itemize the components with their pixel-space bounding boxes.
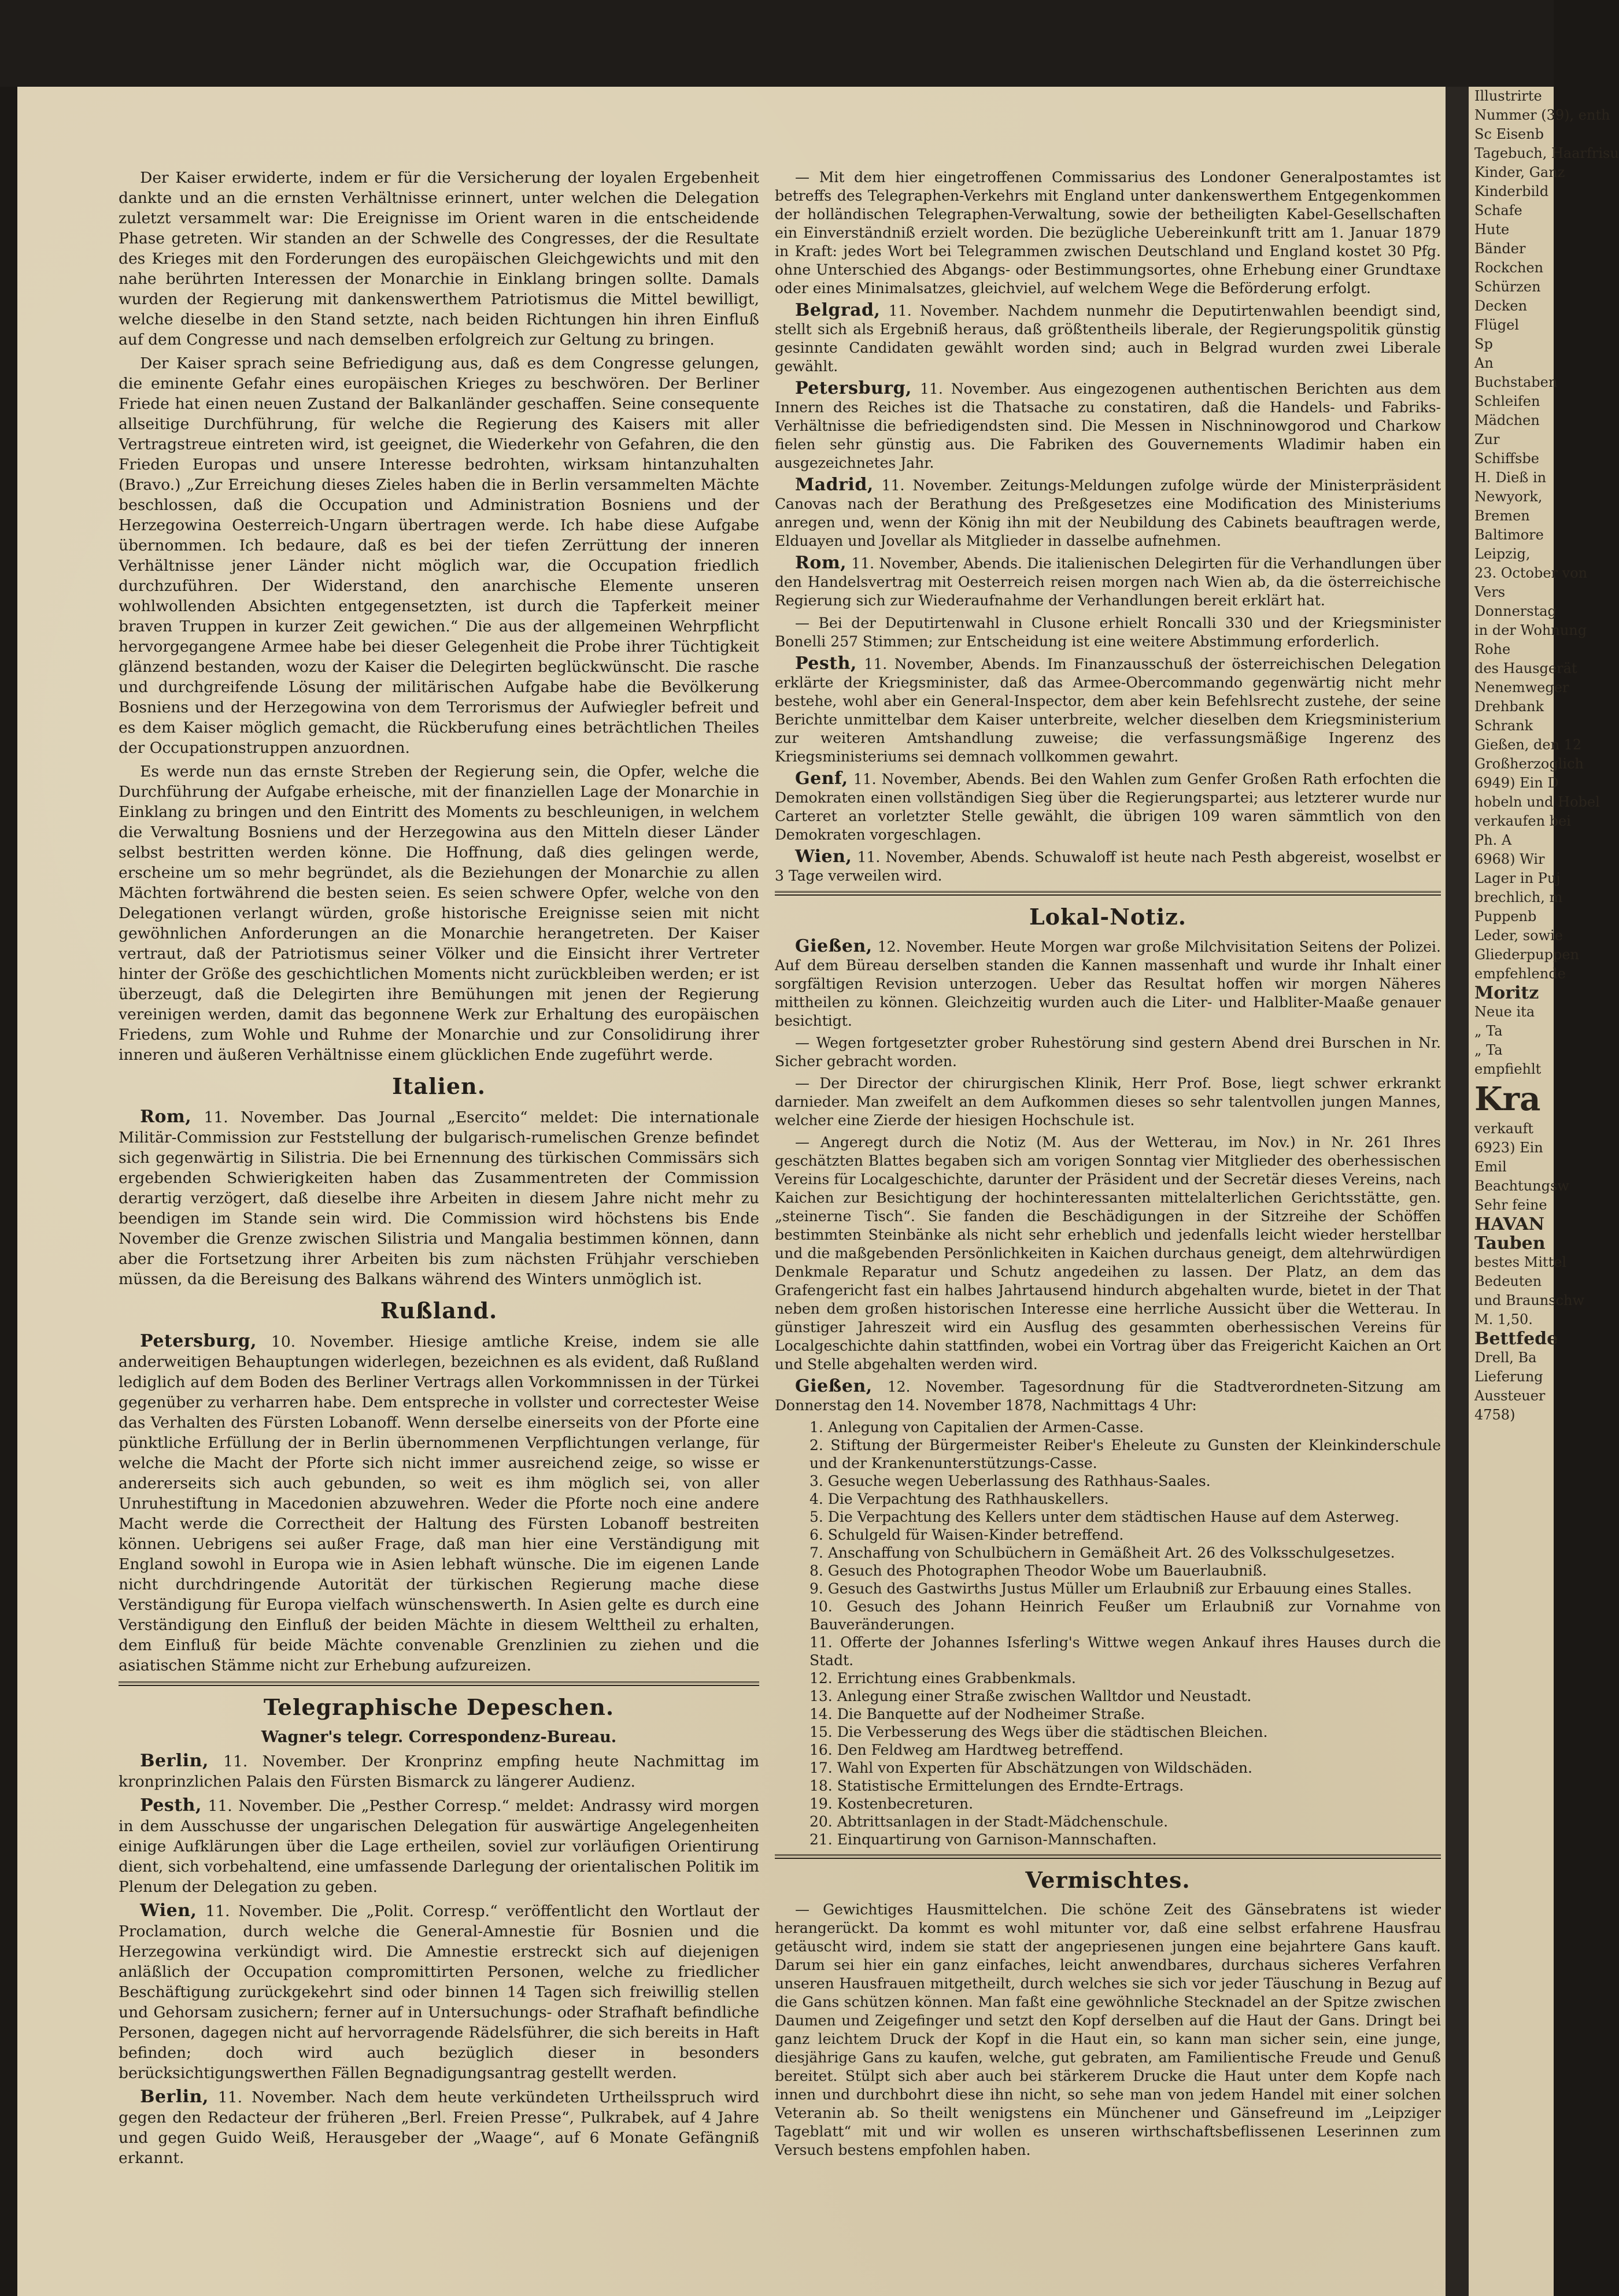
adjacent-page-text: Neue ita (1474, 1004, 1535, 1020)
adjacent-page-text: empfiehlt (1474, 1061, 1542, 1077)
dispatch-dateline: Rom, (140, 1107, 192, 1127)
dispatch-text: 11. November. Die „Pesther Corresp.“ meldet: Andrassy wird morgen in dem Ausschusse der ungarischen Delegation für auswärtige Angelegenheiten einige Aufklärungen über die Lage ertheilen, soviel zur vorläufigen Orientirung dient, sich vorbehaltend, eine umfassende Darlegung der orientalischen Politik im Plenum der Delegation zu geben. (119, 1797, 759, 1896)
dispatch-text: 11. November. Zeitungs-Meldungen zufolge würde der Ministerpräsident Canovas nach der Berathung des Preßgesetzes eine Modification des Ministeriums anregen und, wenn der König ihn mit der Neubildung des Cabinets beauftragen werde, Elduayen und Jovellar als Mitglieder in dasselbe aufnehmen. (775, 477, 1441, 549)
adjacent-page-text: des Hausgerät (1474, 660, 1577, 676)
dispatch-item (119, 1901, 759, 2083)
local-note-text: 12. November. Heute Morgen war große Milchvisitation Seitens der Polizei. Auf dem Büreau derselben standen die Kannen massenhaft und wurde ihr Inhalt einer sorgfältigen Revision unterzogen. Ueber das Resultat hoffen wir morgen Näheres mittheilen zu können. Gleichzeitig wurden auch die Liter- und Halbliter-Maaße genauer besichtigt. (775, 938, 1441, 1029)
agenda-item: 17. Wahl von Experten für Abschätzungen von Wildschäden. (810, 1759, 1252, 1776)
adjacent-page-fragment (1469, 87, 1619, 2296)
agenda-item: 15. Die Verbesserung des Wegs über die städtischen Bleichen. (810, 1724, 1268, 1740)
dispatch-item (119, 2087, 759, 2168)
article-paragraph: Es werde nun das ernste Streben der Regierung sein, die Opfer, welche die Durchführung der Aufgabe erheische, mit der finanziellen Lage der Monarchie in Einklang zu bringen und den Eintritt des Moments zu beschleunigen, in welchem die Verwaltung Bosniens und der Herzegowina aus den Mitteln dieser Länder selbst bestritten werden könne. Die Hoffnung, daß dies gelingen werde, erscheine um so mehr begründet, als die Beziehungen der Monarchie zu allen Mächten fortwährend die besten seien. Es seien schwere Opfer, welche von den Delegationen verlangt würden, große historische Ereignisse seien mit nicht gewöhnlichen Anforderungen an die Monarchie herangetreten. Der Kaiser vertraut, daß der Patriotismus seiner Völker und die Einsicht ihrer Vertreter hinter der Größe des geschichtlichen Moments nicht zurückbleiben werden; er ist überzeugt, daß die Delegirten ihre Bemühungen mit jenen der Regierung vereinigen werden, damit das begonnene Werk zur Erhaltung des europäischen Friedens, zum Wohle und Ruhme der Monarchie und zur Consolidirung ihrer inneren und äußeren Verhältnisse einem glücklichen Ende zugeführt werde. (119, 763, 759, 1064)
left-column (119, 168, 759, 2172)
agenda-item: 19. Kostenbecreturen. (810, 1795, 974, 1812)
dispatch-text: 11. November, Abends. Bei den Wahlen zum Genfer Großen Rath erfochten die Demokraten einen vollständigen Sieg über die Regierungspartei; aus letzterer wurde nur Carteret an vorletzter Stelle gewählt, die übrigen 109 waren sämmtlich von den Demokraten vorgeschlagen. (775, 771, 1441, 843)
dispatch-petersburg (119, 1331, 759, 1676)
dispatch-item (775, 168, 1441, 298)
adjacent-page-text: M. 1,50. (1474, 1311, 1533, 1328)
dispatch-item (119, 1795, 759, 1897)
adjacent-page-text: in der Wohnung (1474, 622, 1587, 638)
adjacent-page-text: Schiffsbe (1474, 450, 1539, 467)
local-note-text: — Der Director der chirurgischen Klinik, Herr Prof. Bose, liegt schwer erkrankt darnieder. Man zweifelt an dem Aufkommen dieses so sehr talentvollen jungen Mannes, welcher eine Zierde der hiesigen Hochschule ist. (775, 1075, 1441, 1129)
dispatch-item (775, 379, 1441, 472)
article-paragraph: Der Kaiser sprach seine Befriedigung aus, daß es dem Congresse gelungen, die eminente Gefahr eines europäischen Krieges zu beschwören. Der Berliner Friede hat einen neuen Zustand der Balkanländer geschaffen. Seine consequente allseitige Durchführung, für welche die Regierung des Kaisers mit aller Vertragstreue eintreten wird, ist geeignet, die Wiederkehr von Gefahren, die den Frieden Europas und unsere Interesse bedrohten, wirksam hintanzuhalten (Bravo.) „Zur Erreichung dieses Zieles haben die in Berlin versammelten Mächte beschlossen, daß die Occupation und Administration Bosniens und der Herzegowina Oesterreich-Ungarn übertragen werde. Ich habe diese Aufgabe übernommen. Ich bedaure, daß es bei der tiefen Zerrüttung der inneren Verhältnisse jener Länder nicht möglich war, die Occupation friedlich durchzuführen. Der Widerstand, den anarchische Elemente unseren wohlwollenden Absichten entgegensetzten, ist durch die Tapferkeit meiner braven Truppen in kurzer Zeit gewichen.“ Die aus der allgemeinen Wehrpflicht hervorgegangene Armee habe bei dieser Gelegenheit die Probe ihrer Tüchtigkeit glänzend bestanden, wozu der Kaiser die Delegirten beglückwünscht. Die rasche und durchgreifende Lösung der militärischen Aufgabe habe die Bevölkerung Bosniens und der Herzegowina von dem Terrorismus der Aufwiegler befreit und es dem Kaiser möglich gemacht, die Rückberufung eines beträchtlichen Theiles der Occupationstruppen anzuordnen. (119, 354, 759, 757)
dispatch-text: 11. November. Das Journal „Esercito“ meldet: Die internationale Militär-Commission zur Feststellung der bulgarisch-rumelischen Grenze befindet sich gegenwärtig in Silistria. Die bei Ernennung des türkischen Commissärs sich ergebenden Schwierigkeiten haben das Zusammentreten der Commission derartig verzögert, daß dieselbe ihre Arbeiten in diesem Jahre nicht mehr zu beendigen im Stande sein wird. Die Commission wird höchstens bis Ende November die Grenze zwischen Silistria und Mangalia bestimmen können, dann aber die Fortsetzung ihrer Arbeiten bis zum nächsten Frühjahr verschieben müssen, da die Bereisung des Balkans während des Winters unmöglich ist. (119, 1108, 759, 1288)
adjacent-page-text: Lager in Puj (1474, 870, 1561, 886)
adjacent-page-text: verkaufen bei (1474, 813, 1571, 829)
adjacent-page-text: Puppenb (1474, 908, 1537, 925)
adjacent-page-text: 23. October von (1474, 565, 1588, 581)
dispatch-item (775, 476, 1441, 550)
section-divider (119, 1681, 759, 1686)
dispatch-dateline: Petersburg, (140, 1331, 257, 1351)
adjacent-page-text: An (1474, 355, 1494, 371)
adjacent-page-text: empfehlende (1474, 966, 1566, 982)
dispatch-dateline: Berlin, (140, 2087, 209, 2107)
dispatch-text: — Bei der Deputirtenwahl in Clusone erhielt Roncalli 330 und der Kriegsminister Bonelli 257 Stimmen; zur Entscheidung ist eine weitere Abstimmung erforderlich. (775, 615, 1441, 650)
adjacent-page-text: Schrank (1474, 718, 1533, 734)
adjacent-page-text: Tagebuch, Haarfrisu (1474, 145, 1619, 161)
dispatch-item (119, 1751, 759, 1792)
adjacent-page-text: Leipzig, (1474, 546, 1531, 562)
local-note (775, 1074, 1441, 1130)
dispatch-text: 11. November. Der Kronprinz empfing heute Nachmittag im kronprinzlichen Palais den Fürsten Bismarck zu längerer Audienz. (119, 1752, 759, 1791)
dispatch-text: 11. November, Abends. Die italienischen Delegirten für die Verhandlungen über den Handelsvertrag mit Oesterreich reisen morgen nach Wien ab, da die österreichische Regierung sich zur Wiederaufnahme der Verhandlungen bereit erklärt hat. (775, 555, 1441, 609)
adjacent-page-text: Vers (1474, 584, 1506, 600)
dispatch-item (775, 613, 1441, 651)
adjacent-page-text: Kinderbild (1474, 183, 1549, 199)
dispatch-rom (119, 1107, 759, 1289)
adjacent-page-text: Drell, Ba (1474, 1349, 1537, 1366)
dispatch-dateline: Wien, (795, 846, 852, 867)
local-note-text: — Angeregt durch die Notiz (M. Aus der Wetterau, im Nov.) in Nr. 261 Ihres geschätzten Blattes begaben sich am vorigen Sonntag vier Mitglieder des oberhessischen Vereins für Localgeschichte, darunter der Präsident und der Secretär dieses Vereins, nach Kaichen zur Besichtigung der hochinteressanten mittelalterlichen Gerichtsstätte, gen. „steinerne Tisch“. Sie fanden die Beschädigungen in der Sitzreihe der Schöffen bestimmten Steinbänke als nicht sehr erheblich und jedenfalls leicht wieder herstellbar und die maßgebenden Persönlichkeiten in Kaichen durchaus geneigt, dem altehrwürdigen Denkmale Reparatur und Schutz angedeihen zu lassen. Der Platz, an dem das Grafengericht fast ein halbes Jahrtausend hindurch abgehalten wurde, bietet in der That neben dem großen historischen Interesse eine herrliche Aussicht über die Wetterau. In günstiger Jahreszeit wird ein Ausflug des gesammten oberhessischen Vereins für Localgeschichte dahin stattfinden, wobei ein Vortrag über das Freigericht Kaichen an Ort und Stelle abgehalten werden wird. (775, 1134, 1441, 1373)
dispatch-dateline: Berlin, (140, 1751, 209, 1771)
agenda-item: 13. Anlegung einer Straße zwischen Walltdor und Neustadt. (810, 1688, 1252, 1705)
adjacent-page-text: hobeln und Hobel (1474, 794, 1600, 810)
dispatch-text: 11. November. Die „Polit. Corresp.“ veröffentlicht den Wortlaut der Proclamation, durch welche die General-Amnestie für Bosnien und die Herzegowina verkündigt wird. Die Amnestie erstreckt sich auf diejenigen anläßlich der Occupation compromittirten Personen, welche zu friedlicher Beschäftigung zurückgekehrt sind oder binnen 14 Tagen sich freiwillig stellen und Gehorsam zusichern; ferner auf in Untersuchungs- oder Strafhaft befindliche Personen, dagegen nicht auf hervorragende Rädelsführer, die sich bereits in Haft befinden; doch wird auch bezüglich dieser in besonders berücksichtigungswerthen Fällen Begnadigungsantrag gestellt werden. (119, 1902, 759, 2082)
agenda-item: 9. Gesuch des Gastwirths Justus Müller um Erlaubniß zur Erbauung eines Stalles. (810, 1580, 1412, 1597)
agenda-item: 2. Stiftung der Bürgermeister Reiber's Eheleute zu Gunsten der Kleinkinderschule und der Krankenunterstützungs-Casse. (810, 1437, 1441, 1471)
agenda-item: 3. Gesuche wegen Ueberlassung des Rathhaus-Saales. (810, 1473, 1211, 1489)
dispatch-dateline: Gießen, (795, 1376, 873, 1396)
adjacent-page-text: 6923) Ein (1474, 1140, 1543, 1156)
dispatch-dateline: Belgrad, (795, 300, 881, 320)
adjacent-page-text: Schürzen (1474, 279, 1541, 295)
section-heading-vermischtes: Vermischtes. (1025, 1867, 1191, 1893)
adjacent-page-text: 6968) Wir (1474, 851, 1545, 867)
adjacent-page-text: Sp (1474, 336, 1493, 352)
agenda-item: 12. Errichtung eines Grabbenkmals. (810, 1670, 1076, 1687)
agenda-item: 1. Anlegung von Capitalien der Armen-Casse. (810, 1419, 1144, 1436)
adjacent-page-text: Nenemweger (1474, 679, 1569, 696)
agenda-item: 7. Anschaffung von Schulbüchern in Gemäßheit Art. 26 des Volksschulgesetzes. (810, 1544, 1395, 1561)
dispatch-text: 11. November, Abends. Schuwaloff ist heute nach Pesth abgereist, woselbst er 3 Tage verweilen wird. (775, 849, 1441, 884)
agenda-item: 16. Den Feldweg am Hardtweg betreffend. (810, 1742, 1124, 1758)
section-heading-lokal: Lokal-Notiz. (1029, 904, 1187, 930)
adjacent-page-text: Sc Eisenb (1474, 126, 1544, 142)
adjacent-page-text: Bedeuten (1474, 1273, 1542, 1289)
adjacent-page-text: Flügel (1474, 317, 1520, 333)
dispatch-dateline: Genf, (795, 768, 848, 789)
adjacent-page-text: brechlich, m (1474, 889, 1563, 905)
section-divider (775, 1854, 1441, 1859)
adjacent-page-text: Kinder, Ganz (1474, 164, 1565, 180)
adjacent-page-text: Donnerstag (1474, 603, 1557, 619)
agenda-item: 10. Gesuch des Johann Heinrich Feußer um Erlaubniß zur Vornahme von Bauveränderungen. (810, 1598, 1441, 1633)
binding-gutter (1446, 87, 1469, 2296)
adjacent-page-text: Buchstaben (1474, 374, 1558, 390)
adjacent-page-text: Rockchen (1474, 260, 1544, 276)
agenda-item: 8. Gesuch des Photographen Theodor Wobe um Bauerlaubniß. (810, 1562, 1267, 1579)
adjacent-page-text: Nummer (39), enth (1474, 107, 1610, 123)
adjacent-page-text: 6949) Ein D (1474, 775, 1559, 791)
adjacent-page-text: Baltimore (1474, 527, 1544, 543)
adjacent-page-text: Schafe (1474, 202, 1522, 219)
adjacent-page-text: Leder, sowie (1474, 927, 1563, 944)
dispatch-item (775, 770, 1441, 844)
adjacent-page-text: bestes Mittel (1474, 1254, 1567, 1270)
adjacent-page-text: Drehbank (1474, 698, 1544, 715)
adjacent-page-text: Moritz (1474, 983, 1539, 1003)
adjacent-page-text: HAVAN (1474, 1214, 1545, 1234)
adjacent-page-text: Gliederpuppen (1474, 947, 1579, 963)
agenda-item: 20. Abtrittsanlagen in der Stadt-Mädchenschule. (810, 1813, 1169, 1830)
adjacent-page-text: Kra (1474, 1080, 1541, 1118)
section-subheading: Wagner's telegr. Correspondenz-Bureau. (261, 1728, 617, 1746)
dispatch-text: 11. November, Abends. Im Finanzausschuß der österreichischen Delegation erklärte der Kriegsminister, daß das Armee-Obercommando gegenwärtig nicht mehr bestehe, wohl aber ein General-Inspector, dem aber kein Befehlsrecht zustehe, der seine Berichte unmittelbar dem Kaiser unterbreite, welcher dieselben dem Kriegsministerium zur weiteren Amtshandlung zuweise; die verfassungsmäßige Ingerenz des Kriegsministeriums sei demnach vollkommen gewahrt. (775, 656, 1441, 765)
scan-background (0, 0, 1554, 87)
adjacent-page-text: Newyork, (1474, 489, 1543, 505)
agenda-intro (775, 1377, 1441, 1415)
section-heading-russland: Rußland. (380, 1297, 498, 1323)
adjacent-page-text: Schleifen (1474, 393, 1540, 409)
adjacent-page-text: H. Dieß in (1474, 469, 1547, 486)
adjacent-page-text: und Braunschw (1474, 1292, 1584, 1308)
section-heading-telegraphische: Telegraphische Depeschen. (263, 1694, 615, 1720)
agenda-item: 11. Offerte der Johannes Isferling's Wittwe wegen Ankauf ihres Hauses durch die Stadt. (810, 1634, 1441, 1669)
dispatch-item (775, 655, 1441, 766)
agenda-list (810, 1418, 1441, 1848)
section-heading-italien: Italien. (392, 1073, 486, 1099)
dispatch-text: 11. November. Nach dem heute verkündeten Urtheilsspruch wird gegen den Redacteur der früheren „Berl. Freien Presse“, Pulkrabek, auf 4 Jahre und gegen Guido Weiß, Herausgeber der „Waage“, auf 6 Monate Gefängniß erkannt. (119, 2088, 759, 2167)
dispatch-dateline: Pesth, (795, 653, 857, 674)
adjacent-page-text: Emil (1474, 1159, 1507, 1175)
section-divider (775, 891, 1441, 896)
local-note (775, 937, 1441, 1030)
adjacent-page-text: Großherzoglich (1474, 756, 1584, 772)
adjacent-page-text: Bettfede (1474, 1329, 1558, 1349)
adjacent-page-text: Tauben (1474, 1233, 1546, 1254)
agenda-item: 18. Statistische Ermittelungen des Erndte-Ertrags. (810, 1777, 1184, 1794)
adjacent-page-text: Ph. A (1474, 832, 1512, 848)
dispatch-dateline: Petersburg, (795, 378, 912, 398)
adjacent-page-text: Hute (1474, 221, 1510, 238)
dispatch-item (775, 301, 1441, 376)
dispatch-dateline: Wien, (140, 1901, 197, 1921)
article-paragraph: Der Kaiser erwiderte, indem er für die Versicherung der loyalen Ergebenheit dankte und an die ernsten Verhältnisse erinnert, unter welchen die Delegation zuletzt versammelt war: Die Ereignisse im Orient waren in die entscheidende Phase getreten. Wir standen an der Schwelle des Congresses, der die Resultate des Krieges mit den Forderungen des europäischen Gleichgewichts und mit den nahe berührten Interessen der Monarchie in Einklang bringen sollte. Damals wurden der Regierung mit dankenswerthem Patriotismus die Mittel bewilligt, welche dieselbe in den Stand setzte, nach beiden Richtungen hin ihren Einfluß auf dem Congresse und nach demselben erfolgreich zur Geltung zu bringen. (119, 169, 759, 349)
adjacent-page-text: Zur (1474, 431, 1500, 448)
dispatch-dateline: Rom, (795, 553, 847, 573)
right-column (775, 168, 1441, 2163)
local-note (775, 1133, 1441, 1374)
adjacent-page-text: Mädchen (1474, 412, 1540, 428)
adjacent-page-text: Sehr feine (1474, 1197, 1547, 1213)
adjacent-page-text: Illustrirte (1474, 88, 1542, 104)
adjacent-page-text: Rohe (1474, 641, 1511, 657)
agenda-item: 4. Die Verpachtung des Rathhauskellers. (810, 1491, 1109, 1507)
local-note-text: — Wegen fortgesetzter grober Ruhestörung sind gestern Abend drei Burschen in Nr. Sicher gebracht worden. (775, 1034, 1441, 1070)
adjacent-page-text: Gießen, den 12 (1474, 737, 1582, 753)
dispatch-text: 11. November. Nachdem nunmehr die Deputirtenwahlen beendigt sind, stellt sich als Ergebniß heraus, daß größtentheils liberale, der Regierungspolitik günstig gesinnte Candidaten gewählt worden sind; auch in Belgrad wurden zwei Liberale gewählt. (775, 302, 1441, 375)
adjacent-page-text: Bremen (1474, 508, 1530, 524)
agenda-item: 14. Die Banquette auf der Nodheimer Straße. (810, 1706, 1145, 1722)
adjacent-page-text: Lieferung (1474, 1369, 1543, 1385)
agenda-item: 5. Die Verpachtung des Kellers unter dem städtischen Hause auf dem Asterweg. (810, 1509, 1400, 1525)
dispatch-dateline: Madrid, (795, 475, 874, 495)
dispatch-item (775, 848, 1441, 885)
adjacent-page-text: verkauft (1474, 1121, 1534, 1137)
dispatch-text: — Mit dem hier eingetroffenen Commissarius des Londoner Generalpostamtes ist betreffs des Telegraphen-Verkehrs mit England unter dankenswerthem Entgegenkommen der holländischen Telegraphen-Verwaltung, sowie der betheiligten Kabel-Gesellschaften ein Einverständniß erzielt worden. Die bezügliche Uebereinkunft tritt am 1. Januar 1879 in Kraft: jedes Wort bei Telegrammen zwischen Deutschland und England kostet 30 Pfg. ohne Unterschied des Abgangs- oder Bestimmungsortes, ohne Erhebung einer Grundtaxe oder eines Minimalsatzes, gleichviel, auf welchem Wege die Beförderung erfolgt. (775, 169, 1441, 297)
local-note (775, 1034, 1441, 1071)
adjacent-page-text: Bänder (1474, 241, 1526, 257)
dispatch-dateline: Pesth, (140, 1795, 202, 1816)
dispatch-item (775, 554, 1441, 610)
dispatch-text: 10. November. Hiesige amtliche Kreise, indem sie alle anderweitigen Behauptungen widerlegen, bezeichnen es als evident, daß Rußland lediglich auf dem Boden des Berliner Vertrags allen Vorkommnissen in der Türkei gegenüber zu verharren habe. Dem entspreche in vollster und correctester Weise das Verhalten des Fürsten Lobanoff. Wenn derselbe einerseits von der Pforte eine pünktliche Erfüllung der in Berlin übernommenen Verpflichtungen verlange, für welche die Macht der Pforte sich nicht immer ausreichend zeige, so wisse er andererseits sich auch gebunden, so weit es ihm möglich sei, von aller Unruhestiftung in Macedonien abzuwehren. Weder die Pforte noch eine andere Macht werde die Correctheit der Haltung des Fürsten Lobanoff bestreiten können. Uebrigens sei außer Frage, daß man hier eine Verständigung mit England sowohl in Europa wie in Asien lebhaft wünsche. Die im eigenen Lande nicht durchdringende Autorität der türkischen Regierung mache diese Verständigung für Europa vielfach wünschenswerth. In Asien gelte es durch eine Verständigung den Einfluß der beiden Mächte in diesem Welttheil zu erhalten, dem Einfluß für beide Mächte convenable Grenzlinien zu ziehen und die asiatischen Stämme nicht zur Erhebung aufzureizen. (119, 1333, 759, 1674)
miscellany-text: — Gewichtiges Hausmittelchen. Die schöne Zeit des Gänsebratens ist wieder herangerückt. Da kommt es wohl mitunter vor, daß eine selbst erfahrene Hausfrau getäuscht wird, indem sie statt der angepriesenen jungen eine bejahrtere Gans kauft. Darum sei hier ein ganz einfaches, leicht anwendbares, durchaus sicheres Verfahren unseren Hausfrauen mitgetheilt, durch welches sie sich vor jeder Täuschung in Bezug auf die Gans schützen können. Man faßt eine gewöhnliche Stecknadel an der Spitze zwischen Daumen und Zeigefinger und setzt den Kopf derselben auf die Haut der Gans. Dringt bei ganz leichtem Druck der Kopf in die Haut ein, so kann man sicher sein, eine junge, diesjährige Gans zu kaufen, welche, gut gebraten, am Familientische Freude und Genuß bereitet. Stülpt sich aber auch bei stärkerem Drucke die Haut unter dem Kopfe nach innen und durchbohrt diese ihn nicht, so sehe man von jedem Handel mit einer solchen Veteranin ab. So theilt wenigstens ein Münchener und Gänsefreund im „Leipziger Tageblatt“ mit und wir wollen es unseren wirthschaftsbeflissenen Leserinnen zum Versuch bestens empfohlen haben. (775, 1901, 1441, 2158)
adjacent-page-text: 4758) (1474, 1407, 1515, 1423)
agenda-intro-text: 12. November. Tagesordnung für die Stadtverordneten-Sitzung am Donnerstag den 14. November 1878, Nachmittags 4 Uhr: (775, 1378, 1441, 1414)
agenda-item: 6. Schulgeld für Waisen-Kinder betreffend. (810, 1526, 1124, 1543)
adjacent-page-text: Decken (1474, 298, 1528, 314)
adjacent-page-text: „ Ta (1474, 1042, 1503, 1058)
adjacent-page-text: Aussteuer (1474, 1388, 1546, 1404)
adjacent-page-text: „ Ta (1474, 1023, 1503, 1039)
dispatch-dateline: Gießen, (795, 936, 873, 956)
adjacent-page-text: Beachtungsw (1474, 1178, 1569, 1194)
agenda-item: 21. Einquartirung von Garnison-Mannschaften. (810, 1831, 1157, 1848)
dispatch-text: 11. November. Aus eingezogenen authentischen Berichten aus dem Innern des Reiches ist die Thatsache zu constatiren, daß die Handels- und Fabriks-Verhältnisse die befriedigendsten sind. Die Messen in Nischninowgorod und Charkow fielen sehr günstig aus. Die Fabriken des Gouvernements Wladimir haben ein ausgezeichnetes Jahr. (775, 380, 1441, 471)
